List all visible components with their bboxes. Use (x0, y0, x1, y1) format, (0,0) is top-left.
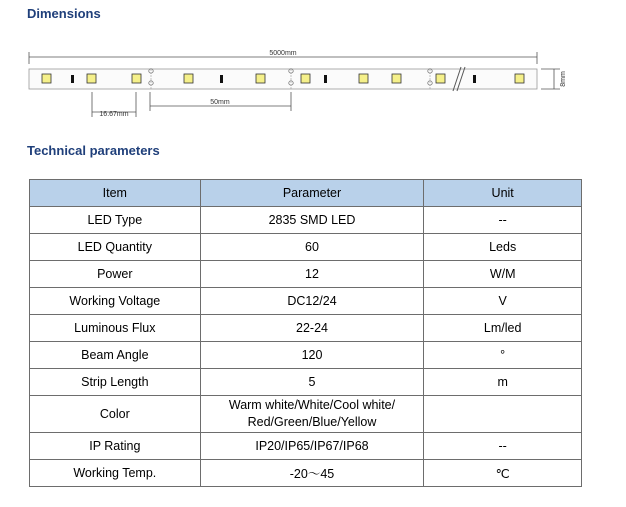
led-chip (184, 74, 193, 83)
led-chip (256, 74, 265, 83)
led-chip (392, 74, 401, 83)
header-unit: Unit (424, 180, 582, 207)
color-line-2: Red/Green/Blue/Yellow (247, 415, 377, 429)
row-item: LED Quantity (30, 234, 201, 261)
technical-parameters-title: Technical parameters (27, 143, 160, 158)
led-chip (436, 74, 445, 83)
table-row (30, 288, 582, 315)
row-unit: m (424, 369, 582, 396)
table-row (30, 342, 582, 369)
row-parameter: -20～45 (200, 460, 424, 487)
led-strip-dimension-drawing (20, 42, 580, 122)
resistor (473, 75, 476, 83)
row-parameter: 60 (200, 234, 424, 261)
led-chip (87, 74, 96, 83)
row-item: Power (30, 261, 201, 288)
row-unit (424, 396, 582, 433)
header-parameter: Parameter (200, 180, 424, 207)
resistor (324, 75, 327, 83)
row-unit: V (424, 288, 582, 315)
table-row (30, 396, 582, 433)
technical-parameters-table (29, 179, 582, 487)
row-item: Working Temp. (30, 460, 201, 487)
led-chip (301, 74, 310, 83)
row-parameter: 22-24 (200, 315, 424, 342)
table-row (30, 460, 582, 487)
row-parameter (200, 396, 424, 433)
height-label: 8mm (560, 71, 567, 87)
row-unit: W/M (424, 261, 582, 288)
led-chip (515, 74, 524, 83)
led-chip (42, 74, 51, 83)
row-parameter: IP20/IP65/IP67/IP68 (200, 433, 424, 460)
row-item: IP Rating (30, 433, 201, 460)
header-item: Item (30, 180, 201, 207)
table-row (30, 369, 582, 396)
row-item: Luminous Flux (30, 315, 201, 342)
table-row (30, 234, 582, 261)
table-row (30, 261, 582, 288)
row-unit: Lm/led (424, 315, 582, 342)
total-length-label: 5000mm (269, 50, 297, 57)
row-item: Color (30, 396, 201, 433)
led-chip (359, 74, 368, 83)
row-unit: ℃ (424, 460, 582, 487)
row-parameter: DC12/24 (200, 288, 424, 315)
row-parameter: 2835 SMD LED (200, 207, 424, 234)
table-row (30, 315, 582, 342)
cut-length-label: 50mm (210, 99, 230, 106)
row-unit: Leds (424, 234, 582, 261)
row-parameter: 5 (200, 369, 424, 396)
led-chip (132, 74, 141, 83)
row-item: Beam Angle (30, 342, 201, 369)
table-header-row (30, 180, 582, 207)
resistor (71, 75, 74, 83)
row-item: Strip Length (30, 369, 201, 396)
row-item: LED Type (30, 207, 201, 234)
table-row (30, 207, 582, 234)
dimensions-title: Dimensions (27, 6, 101, 21)
row-parameter: 12 (200, 261, 424, 288)
table-row (30, 433, 582, 460)
row-unit: ° (424, 342, 582, 369)
row-parameter: 120 (200, 342, 424, 369)
color-line-1: Warm white/White/Cool white/ (228, 398, 396, 412)
row-unit: -- (424, 207, 582, 234)
row-unit: -- (424, 433, 582, 460)
resistor (220, 75, 223, 83)
pitch-label: 16.67mm (99, 111, 129, 118)
row-item: Working Voltage (30, 288, 201, 315)
